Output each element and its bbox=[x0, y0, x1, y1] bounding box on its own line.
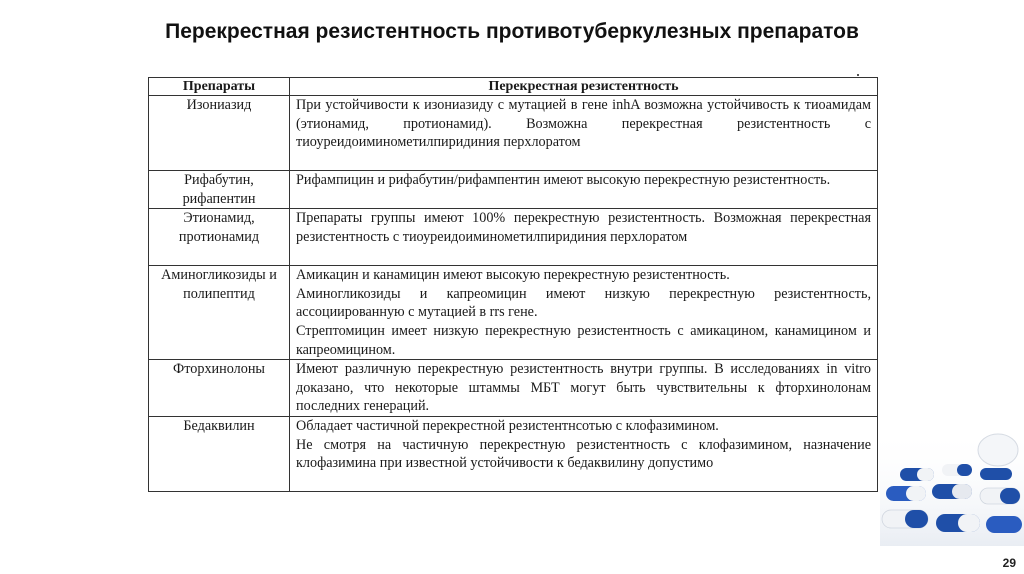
drug-cell: Фторхинолоны bbox=[149, 360, 290, 417]
table-row bbox=[149, 266, 878, 360]
capsule bbox=[980, 468, 1012, 480]
header-drugs: Препараты bbox=[149, 78, 290, 96]
capsule bbox=[980, 488, 1020, 504]
drug-cell: Этионамид, протионамид bbox=[149, 209, 290, 266]
table-row bbox=[149, 360, 878, 417]
resistance-cell bbox=[290, 209, 878, 266]
table-row bbox=[149, 209, 878, 266]
resistance-cell bbox=[290, 360, 878, 417]
resistance-cell bbox=[290, 171, 878, 209]
capsule bbox=[986, 516, 1022, 533]
capsule bbox=[886, 486, 926, 501]
table-row bbox=[149, 96, 878, 171]
resistance-text: При устойчивости к изониазиду с мутацией в гене inhA возможна устойчивость к тиоамидам (этионамид, протионамид). Возможна перекрестная резистентность с тиоуреидоиминометилпиридиния перхлоратом bbox=[296, 97, 871, 151]
resistance-text: Имеют различную перекрестную резистентность внутри группы. В исследованиях in vitro доказано, что некоторые штаммы МБТ могут быть чувствительны к фторхинолонам последних генераций. bbox=[296, 361, 871, 415]
slide-title: Перекрестная резистентность противотуберкулезных препаратов bbox=[165, 20, 859, 43]
resistance-text: Не смотря на частичную перекрестную резистентность с клофазимином, назначение клофазимина при известной устойчивости к бедаквилину допустимо bbox=[296, 436, 871, 472]
resistance-text: Стрептомицин имеет низкую перекрестную резистентность с амикацином, канамицином и капреомицином. bbox=[296, 322, 871, 358]
resistance-text: Препараты группы имеют 100% перекрестную резистентность. Возможная перекрестная резистентность с тиоуреидоиминометилпиридиния перхлоратом bbox=[296, 210, 871, 245]
cross-resistance-table bbox=[148, 77, 878, 492]
resistance-text: Аминогликозиды и капреомицин имеют низкую перекрестную резистентность, ассоциированную с мутацией в rrs гене. bbox=[296, 285, 871, 321]
resistance-text: Амикацин и канамицин имеют высокую перекрестную резистентность. bbox=[296, 267, 730, 284]
capsule bbox=[932, 484, 972, 499]
resistance-text: Обладает частичной перекрестной резистентнсотью с клофазимином. bbox=[296, 418, 719, 435]
pills-photo-icon bbox=[880, 428, 1024, 546]
drug-cell: Аминогликозиды и полипептид bbox=[149, 266, 290, 360]
drug-cell: Бедаквилин bbox=[149, 417, 290, 492]
resistance-cell bbox=[290, 266, 878, 360]
resistance-cell bbox=[290, 417, 878, 492]
drug-cell: Изониазид bbox=[149, 96, 290, 171]
drug-cell: Рифабутин, рифапентин bbox=[149, 171, 290, 209]
page-number: 29 bbox=[1002, 556, 1016, 570]
capsule bbox=[936, 514, 980, 532]
resistance-text: Рифампицин и рифабутин/рифампентин имеют высокую перекрестную резистентность. bbox=[296, 172, 831, 188]
decorative-dot bbox=[857, 74, 859, 76]
capsule bbox=[942, 464, 972, 476]
capsule bbox=[882, 510, 928, 528]
table-row bbox=[149, 417, 878, 492]
capsule bbox=[900, 468, 934, 481]
table-row bbox=[149, 171, 878, 209]
resistance-cell bbox=[290, 96, 878, 171]
table-header-row bbox=[149, 78, 878, 96]
header-cross-resistance: Перекрестная резистентность bbox=[290, 78, 878, 96]
